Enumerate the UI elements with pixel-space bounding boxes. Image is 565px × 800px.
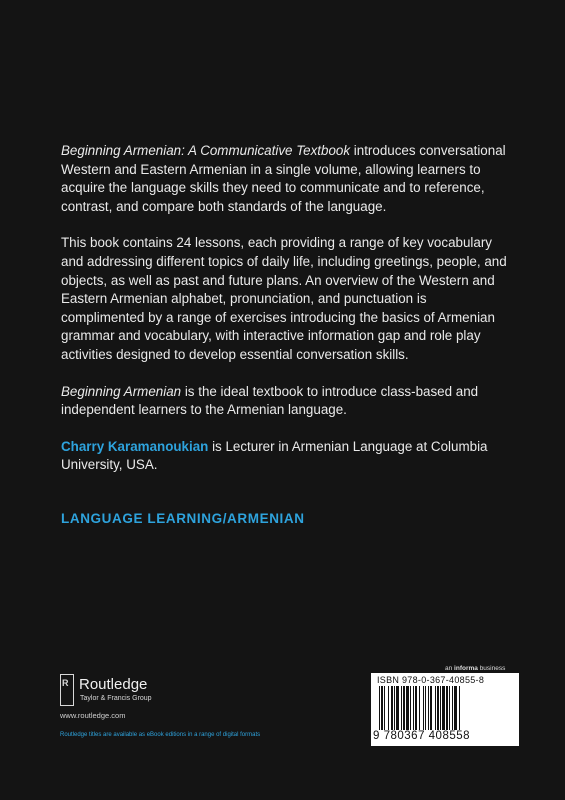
- author-bio: [61, 438, 511, 475]
- book-title: Beginning Armenian: A Communicative Textbook: [61, 143, 351, 158]
- informa-tagline: an informa business: [445, 665, 506, 672]
- blurb-paragraph-3: [61, 383, 511, 420]
- barcode-bar: [384, 686, 385, 730]
- barcode-bar: [428, 686, 429, 730]
- barcode-bar: [446, 686, 448, 730]
- barcode-bar: [423, 686, 424, 730]
- subject-category: LANGUAGE LEARNING/ARMENIAN: [61, 511, 305, 526]
- barcode-bar: [442, 686, 445, 730]
- publisher-group: Taylor & Francis Group: [80, 695, 152, 702]
- barcode-bar: [415, 686, 417, 730]
- barcode-panel: [371, 673, 519, 746]
- barcode-bar: [388, 686, 389, 730]
- blurb-paragraph-2: This book contains 24 lessons, each providing a range of key vocabulary and addressing different topics of daily life, including greetings, people, and objects, as well as past and future plans. An overview of the Western and Eastern Armenian alphabet, pronunciation, and punctuation is complimented by a range of exercises introducing the basics of Armenian grammar and vocabulary, with interactive information gap and role play activities designed to develop essential conversation skills.: [61, 235, 507, 362]
- barcode-icon: [379, 686, 511, 732]
- barcode-bar: [437, 686, 439, 730]
- publisher-website: www.routledge.com: [60, 711, 126, 720]
- author-name: Charry Karamanoukian: [61, 438, 209, 454]
- barcode-bar: [410, 686, 411, 730]
- blurb-text: introduces conversational Western and Eastern Armenian in a single volume, allowing learners to acquire the language skills they need to communicate and to reference, contrast, and compare both standards of the language.: [61, 143, 506, 214]
- barcode-digits: 9 780367 408558: [373, 730, 471, 742]
- informa-brand: informa: [454, 665, 478, 672]
- barcode-bar: [401, 686, 402, 730]
- isbn-label: ISBN 978-0-367-40855-8: [377, 675, 485, 685]
- ebook-footnote: Routledge titles are available as eBook editions in a range of digital formats: [60, 732, 261, 738]
- blurb-text: is the ideal textbook to introduce class-based and independent learners to the Armenian language.: [61, 383, 479, 418]
- barcode-bar: [403, 686, 405, 730]
- barcode-bar: [419, 686, 420, 730]
- blurb-paragraph-1: [61, 142, 511, 216]
- barcode-bar: [440, 686, 441, 730]
- author-bio-text: is Lecturer in Armenian Language at Columbia University, USA.: [61, 438, 488, 473]
- barcode-bar: [406, 686, 409, 730]
- barcode-bar: [394, 686, 395, 730]
- barcode-bar: [459, 686, 460, 730]
- publisher-logo: [60, 674, 220, 710]
- barcode-bar: [430, 686, 432, 730]
- barcode-bar: [449, 686, 450, 730]
- barcode-bar: [381, 686, 383, 730]
- back-cover-blurb: [61, 142, 511, 475]
- barcode-bar: [396, 686, 399, 730]
- book-title-short: Beginning Armenian: [61, 383, 182, 399]
- barcode-bar: [425, 686, 426, 730]
- routledge-mark-icon: R: [60, 674, 74, 706]
- barcode-bar: [413, 686, 414, 730]
- publisher-name: Routledge: [79, 676, 148, 693]
- barcode-bar: [391, 686, 393, 730]
- barcode-bar: [454, 686, 457, 730]
- barcode-bar: [452, 686, 453, 730]
- barcode-bar: [379, 686, 380, 730]
- barcode-bar: [435, 686, 436, 730]
